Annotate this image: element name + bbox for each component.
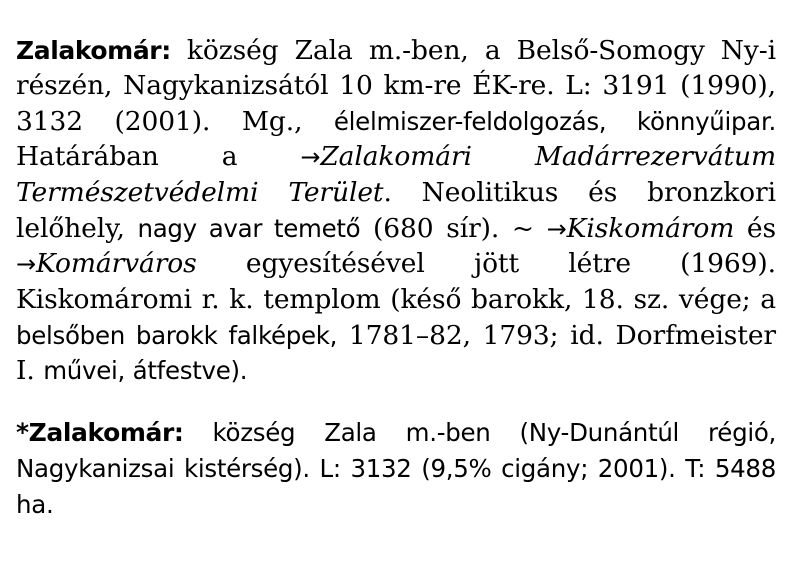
entry-text-segment: Határában a [16, 141, 301, 173]
entry-text-segment: (680 sír). ~ [360, 212, 547, 244]
entry-headword: *Zalakomár: [16, 418, 184, 448]
entry-text-segment: . Neolitikus és bronzkori lelőhely, [16, 177, 776, 244]
dictionary-entry [16, 33, 776, 389]
entry-text-segment: nagy avar temető [137, 213, 361, 243]
entry-body-0 [16, 35, 776, 387]
entry-text-segment: → [16, 250, 37, 279]
entry-text-segment: belsőben barokk falképek, [16, 320, 338, 350]
entry-text-segment: élelmiszer-feldolgozás, könnyűipar. [333, 106, 777, 136]
entry-text-segment: község Zala m.-ben, a Belső-Somogy Ny-i részén, Nagykanizsától 10 km-re ÉK-re. L: 3191 (1990), 3132 (2001). Mg., [16, 34, 776, 137]
entry-text-segment: 1781–82, 1793; id. Dorfmeister I. [16, 319, 776, 387]
entry-text-segment: → [546, 214, 567, 243]
entry-headword: Zalakomár: [16, 35, 171, 65]
entry-text-segment: és [734, 212, 776, 244]
entry-text-segment: Komárváros [36, 248, 197, 280]
entry-text-segment: Kiskomárom [566, 212, 735, 244]
dictionary-entry [16, 415, 776, 522]
entry-text-segment: Zalakomári Madárrezervátum Természetvédelmi Terület [16, 141, 776, 209]
entry-text-segment: művei, átfestve). [43, 356, 248, 386]
entry-text-segment: község Zala m.-ben (Ny-Dunántúl régió, Nagykanizsai kistérség). L: 3132 (9,5% cigány; 2001). T: 5488 ha. [16, 418, 776, 519]
entry-text-segment: egyesítésével jött létre (1969). Kiskomáromi r. k. templom (késő barokk, 18. sz. vége; a [16, 248, 776, 315]
entry-text-segment: → [300, 143, 321, 172]
